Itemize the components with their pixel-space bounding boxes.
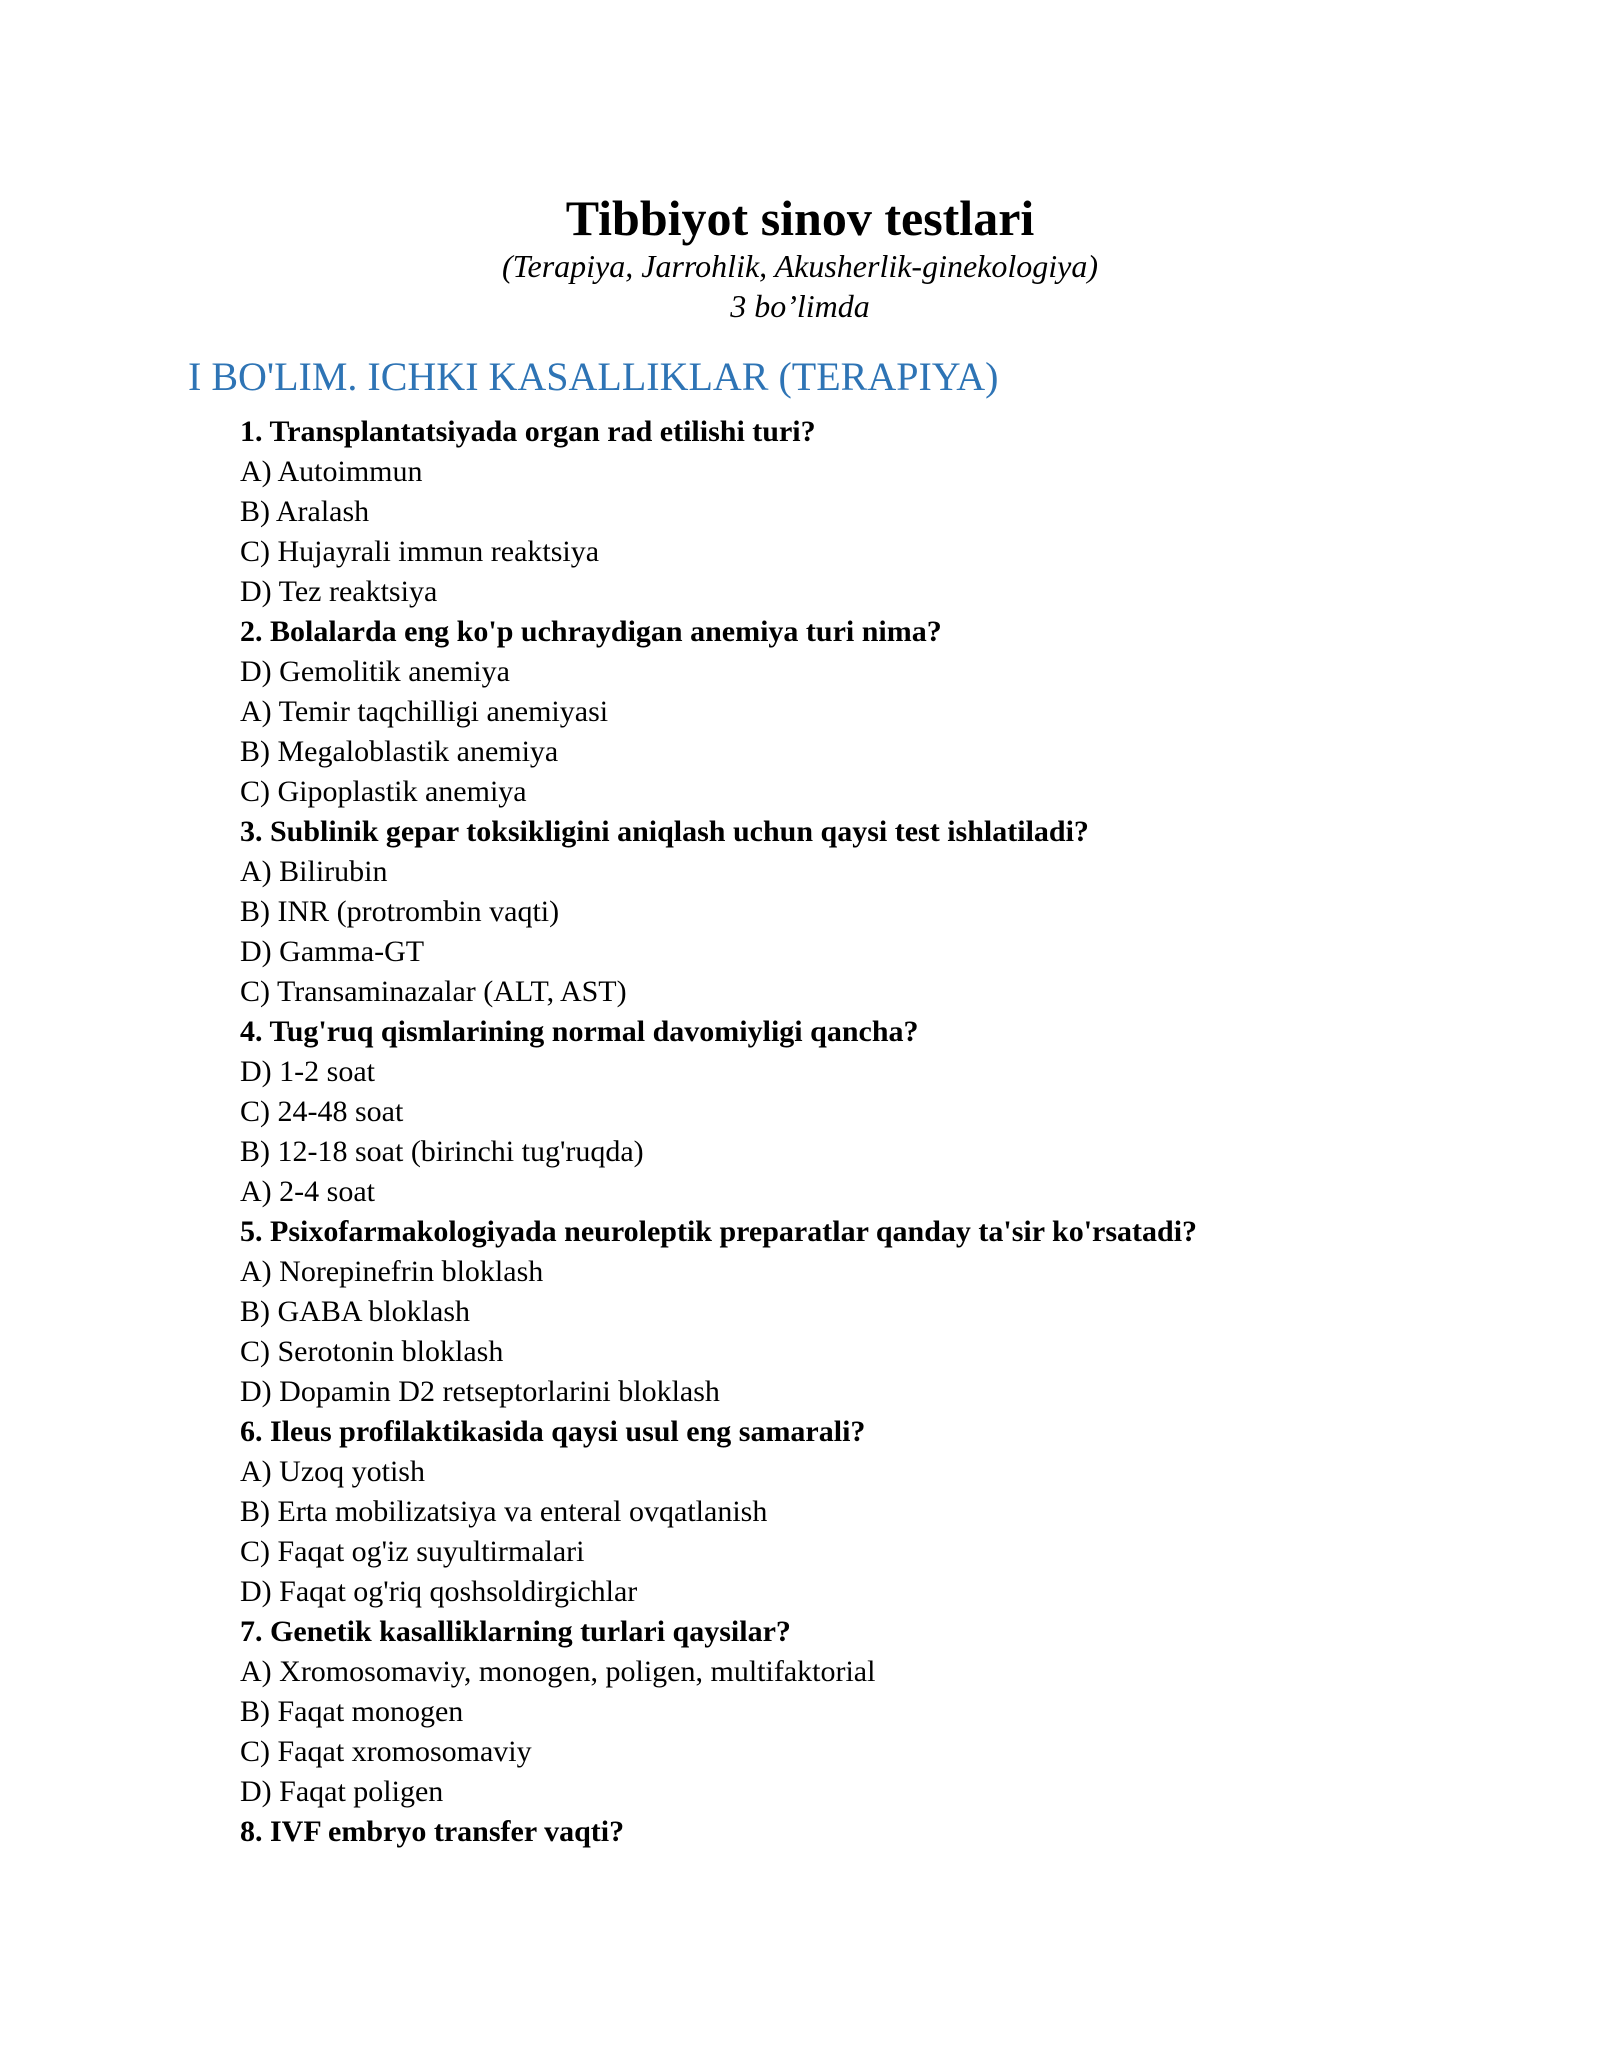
answer-option: D) Faqat poligen [240,1775,444,1808]
answer-option: A) 2-4 soat [240,1175,375,1208]
answer-option: A) Autoimmun [240,455,423,488]
answer-option: C) Faqat xromosomaviy [240,1735,532,1768]
question-text: 3. Sublinik gepar toksikligini aniqlash uchun qaysi test ishlatiladi? [240,815,1089,848]
answer-option: B) Megaloblastik anemiya [240,735,559,768]
answer-option: D) Gemolitik anemiya [240,655,510,688]
section-heading: I BO'LIM. ICHKI KASALLIKLAR (TERAPIYA) [188,354,999,399]
answer-option: C) Hujayrali immun reaktsiya [240,535,600,568]
answer-option: D) 1-2 soat [240,1055,375,1088]
answer-option: B) Aralash [240,495,370,528]
answer-option: A) Norepinefrin bloklash [240,1255,544,1288]
answer-option: A) Xromosomaviy, monogen, poligen, multifaktorial [240,1655,876,1688]
answer-option: B) GABA bloklash [240,1295,471,1328]
answer-option: D) Tez reaktsiya [240,575,438,608]
document-title: Tibbiyot sinov testlari [565,190,1035,246]
document-parts-note: 3 bo’limda [730,288,870,324]
answer-option: C) 24-48 soat [240,1095,404,1128]
answer-option: D) Dopamin D2 retseptorlarini bloklash [240,1375,720,1408]
answer-option: B) INR (protrombin vaqti) [240,895,560,928]
question-text: 4. Tug'ruq qismlarining normal davomiyligi qancha? [240,1015,919,1048]
answer-option: B) 12-18 soat (birinchi tug'ruqda) [240,1135,644,1168]
answer-option: C) Transaminazalar (ALT, AST) [240,975,627,1008]
answer-option: C) Gipoplastik anemiya [240,775,527,808]
answer-option: D) Faqat og'riq qoshsoldirgichlar [240,1575,638,1608]
document-subtitle: (Terapiya, Jarrohlik, Akusherlik-ginekologiya) [501,248,1099,284]
answer-option: B) Erta mobilizatsiya va enteral ovqatlanish [240,1495,768,1528]
answer-option: A) Temir taqchilligi anemiyasi [240,695,609,728]
answer-option: C) Serotonin bloklash [240,1335,504,1368]
question-text: 6. Ileus profilaktikasida qaysi usul eng samarali? [240,1415,866,1448]
question-text: 1. Transplantatsiyada organ rad etilishi turi? [240,415,816,448]
answer-option: C) Faqat og'iz suyultirmalari [240,1535,585,1568]
question-text: 8. IVF embryo transfer vaqti? [240,1815,625,1848]
question-text: 2. Bolalarda eng ko'p uchraydigan anemiya turi nima? [240,615,942,648]
answer-option: D) Gamma-GT [240,935,425,968]
answer-option: A) Bilirubin [240,855,388,888]
question-text: 7. Genetik kasalliklarning turlari qaysilar? [240,1615,791,1648]
answer-option: A) Uzoq yotish [240,1455,425,1488]
answer-option: B) Faqat monogen [240,1695,464,1728]
question-text: 5. Psixofarmakologiyada neuroleptik preparatlar qanday ta'sir ko'rsatadi? [240,1215,1198,1248]
question-list [240,412,1540,1852]
